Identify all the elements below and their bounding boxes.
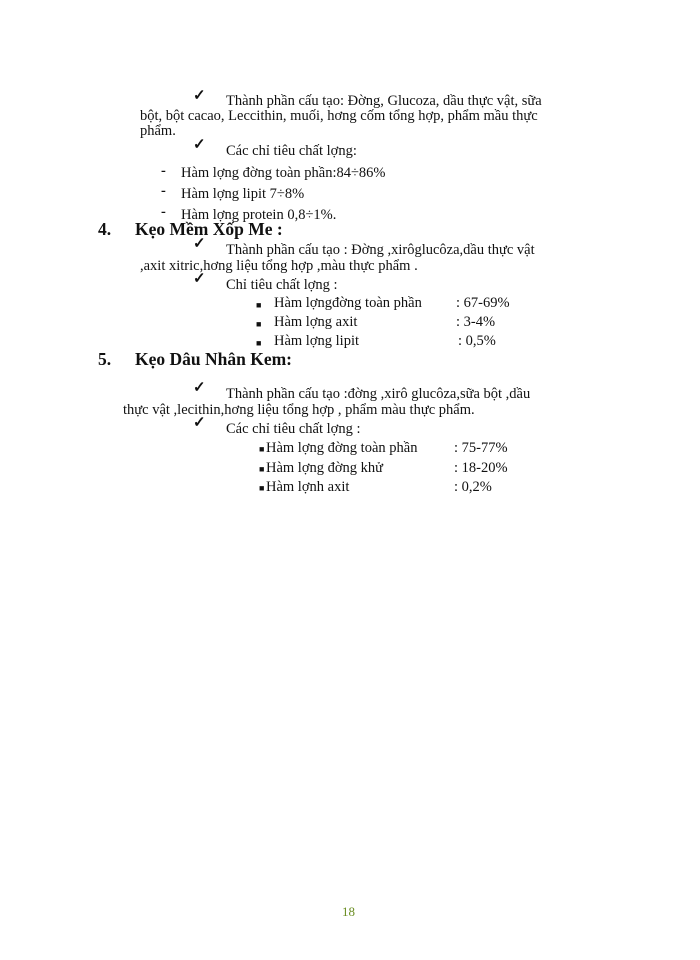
spec-value: : 0,2% bbox=[454, 479, 492, 495]
spec-label: Hàm lợnh axit bbox=[266, 479, 350, 495]
paragraph-line: phẩm. bbox=[140, 123, 176, 139]
spec-label: Hàm lợng đờng toàn phần bbox=[266, 440, 418, 456]
paragraph-line: thực vật ,lecithin,hơng liệu tổng hợp , phẩm màu thực phẩm. bbox=[123, 402, 475, 418]
square-bullet-icon: ■ bbox=[259, 444, 265, 454]
spec-label: Hàm lợng lipit bbox=[274, 333, 359, 349]
page-number: 18 bbox=[342, 904, 355, 919]
section-title: Kẹo Dâu Nhân Kem: bbox=[135, 349, 293, 369]
square-bullet-icon: ■ bbox=[259, 464, 265, 474]
paragraph-line: Thành phần cấu tạo : Đờng ,xirôglucôza,dầu thực vật bbox=[226, 242, 535, 258]
checkmark-icon: ✓ bbox=[193, 236, 206, 252]
square-bullet-icon: ■ bbox=[259, 483, 265, 493]
spec-value: : 75-77% bbox=[454, 440, 508, 456]
spec-value: : 0,5% bbox=[458, 333, 496, 349]
list-heading: Các chỉ tiêu chất lợng : bbox=[226, 421, 361, 437]
checkmark-icon: ✓ bbox=[193, 415, 206, 431]
dash-bullet-icon: - bbox=[161, 163, 166, 179]
checkmark-icon: ✓ bbox=[193, 380, 206, 396]
list-heading: Chỉ tiêu chất lợng : bbox=[226, 277, 338, 293]
spec-value: : 18-20% bbox=[454, 460, 508, 476]
spec-value: : 3-4% bbox=[456, 314, 496, 330]
dash-bullet-icon: - bbox=[161, 183, 166, 199]
list-item: Hàm lợng protein 0,8÷1%. bbox=[181, 207, 337, 223]
square-bullet-icon: ■ bbox=[256, 338, 262, 348]
dash-bullet-icon: - bbox=[161, 204, 166, 220]
spec-label: Hàm lợng axit bbox=[274, 314, 358, 330]
paragraph-line: Thành phần cấu tạo: Đờng, Glucoza, dầu thực vật, sữa bbox=[226, 93, 542, 109]
section-number: 5. bbox=[98, 349, 112, 369]
checkmark-icon: ✓ bbox=[193, 271, 206, 287]
checkmark-icon: ✓ bbox=[193, 137, 206, 153]
section-title: Kẹo Mềm Xốp Me : bbox=[135, 219, 283, 239]
spec-value: : 67-69% bbox=[456, 295, 510, 311]
paragraph-line: ,axit xitric,hơng liệu tổng hợp ,màu thực phẩm . bbox=[140, 258, 418, 274]
paragraph-line: bột, bột cacao, Leccithin, muối, hơng cốm tổng hợp, phẩm mầu thực bbox=[140, 108, 538, 124]
list-heading: Các chỉ tiêu chất lợng: bbox=[226, 143, 357, 159]
list-item: Hàm lợng lipit 7÷8% bbox=[181, 186, 305, 202]
list-item: Hàm lợng đờng toàn phần:84÷86% bbox=[181, 165, 386, 181]
section-number: 4. bbox=[98, 219, 112, 239]
spec-label: Hàm lợng đờng khử bbox=[266, 460, 384, 476]
checkmark-icon: ✓ bbox=[193, 88, 206, 104]
spec-label: Hàm lợngđờng toàn phần bbox=[274, 295, 422, 311]
square-bullet-icon: ■ bbox=[256, 300, 262, 310]
paragraph-line: Thành phần cấu tạo :đờng ,xirô glucôza,sữa bột ,dầu bbox=[226, 386, 531, 402]
square-bullet-icon: ■ bbox=[256, 319, 262, 329]
